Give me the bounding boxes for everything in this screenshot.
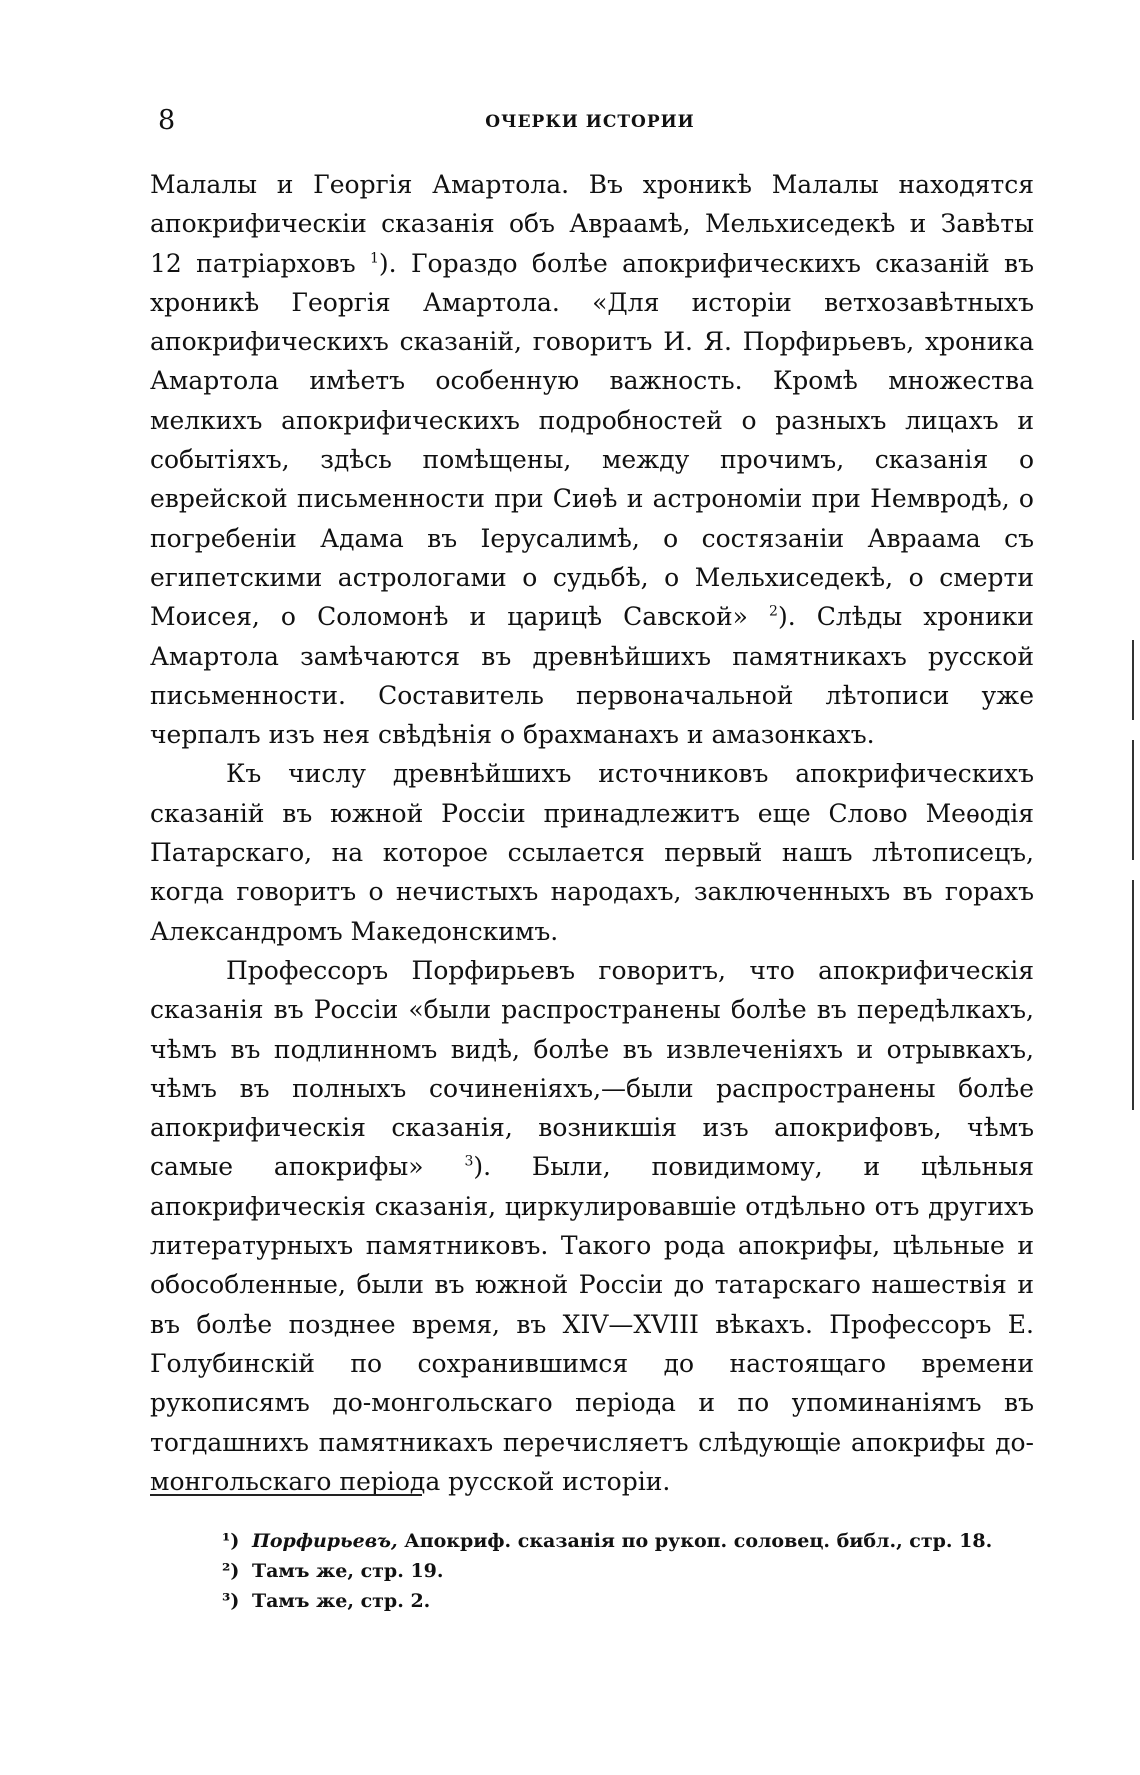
running-title: ОЧЕРКИ ИСТОРИИ [485, 112, 695, 132]
paragraph-3-part-2: ). Были, повидимому, и цѣльныя апокрифическія сказанія, циркулировавшіе отдѣльно отъ другихъ литературныхъ памятниковъ. Такого рода апокрифы, цѣльные и обособленные, были въ южной Россіи до татарскаго нашествія и въ болѣе позднее время, въ XIV—XVIII вѣкахъ. Профессоръ Е. Голубинскій по сохранившимся до настоящаго времени рукописямъ до-монгольскаго періода и по упоминаніямъ въ тогдашнихъ памятникахъ перечисляетъ слѣдующіе апокрифы до-монгольскаго періода русской исторіи. [150, 1152, 1034, 1496]
footnote-ref-1: 1 [369, 250, 379, 267]
footnote-ref-2: 2 [769, 603, 778, 620]
footnote-3-text: Тамъ же, стр. 2. [251, 1590, 431, 1612]
footnote-separator [150, 1494, 422, 1496]
scan-edge-mark [1132, 640, 1134, 720]
paragraph-1-part-3: ). Слѣды хроники Амартола замѣчаются въ древнѣйшихъ памятникахъ русской письменности. Составитель первоначальной лѣтописи уже черпалъ изъ нея свѣдѣнія о брахманахъ и амазонкахъ. [150, 602, 1034, 750]
body-text [150, 165, 1034, 1501]
paragraph-2: Къ числу древнѣйшихъ источниковъ апокрифическихъ сказаній въ южной Россіи принадлежитъ еще Слово Меѳодія Патарскаго, на которое ссылается первый нашъ лѣтописецъ, когда говоритъ о нечистыхъ народахъ, заключенныхъ въ горахъ Александромъ Македонскимъ. [150, 759, 1034, 946]
footnote-3 [222, 1586, 1022, 1616]
page-number: 8 [158, 105, 176, 136]
footnote-ref-3: 3 [464, 1154, 474, 1171]
footnote-2-mark: ²) [222, 1560, 240, 1582]
footnote-3-mark: ³) [222, 1590, 240, 1612]
paragraph-1-part-1: Малалы и Георгія Амартола. Въ хроникѣ Малалы находятся апокрифическіи сказанія объ Авраамѣ, Мельхиседекѣ и Завѣты 12 патріарховъ [150, 170, 1034, 278]
footnotes [222, 1526, 1022, 1616]
scan-edge-mark [1132, 880, 1134, 1110]
paragraph-1-part-2: ). Гораздо болѣе апокрифическихъ сказаній въ хроникѣ Георгія Амартола. «Для исторіи ветхозавѣтныхъ апокрифическихъ сказаній, говоритъ И. Я. Порфирьевъ, хроника Амартола имѣетъ особенную важность. Кромѣ множества мелкихъ апокрифическихъ подробностей о разныхъ лицахъ и событіяхъ, здѣсь помѣщены, между прочимъ, сказанія о еврейской письменности при Сиѳѣ и астрономіи при Немвродѣ, о погребеніи Адама въ Іерусалимѣ, о состязаніи Авраама съ египетскими астрологами о судьбѣ, о Мельхиседекѣ, о смерти Моисея, о Соломонѣ и царицѣ Савской» [150, 248, 1034, 632]
footnote-2 [222, 1556, 1022, 1586]
footnote-1-mark: ¹) [222, 1530, 240, 1552]
footnote-1-text: Апокриф. сказанія по рукоп. соловец. библ., стр. 18. [404, 1530, 993, 1552]
footnote-1-author: Порфирьевъ, [251, 1530, 398, 1552]
footnote-2-text: Тамъ же, стр. 19. [251, 1560, 444, 1582]
scan-edge-mark [1132, 740, 1134, 860]
paragraph-3-part-1: Профессоръ Порфирьевъ говоритъ, что апокрифическія сказанія въ Россіи «были распространены болѣе въ передѣлкахъ, чѣмъ въ подлинномъ видѣ, болѣе въ извлеченіяхъ и отрывкахъ, чѣмъ въ полныхъ сочиненіяхъ,—были распространены болѣе апокрифическія сказанія, возникшія изъ апокрифовъ, чѣмъ самые апокрифы» [150, 955, 1034, 1182]
paragraph-1 [150, 165, 1034, 754]
footnote-1 [222, 1526, 1022, 1556]
paragraph-3 [150, 951, 1034, 1501]
page-header [150, 106, 1030, 146]
